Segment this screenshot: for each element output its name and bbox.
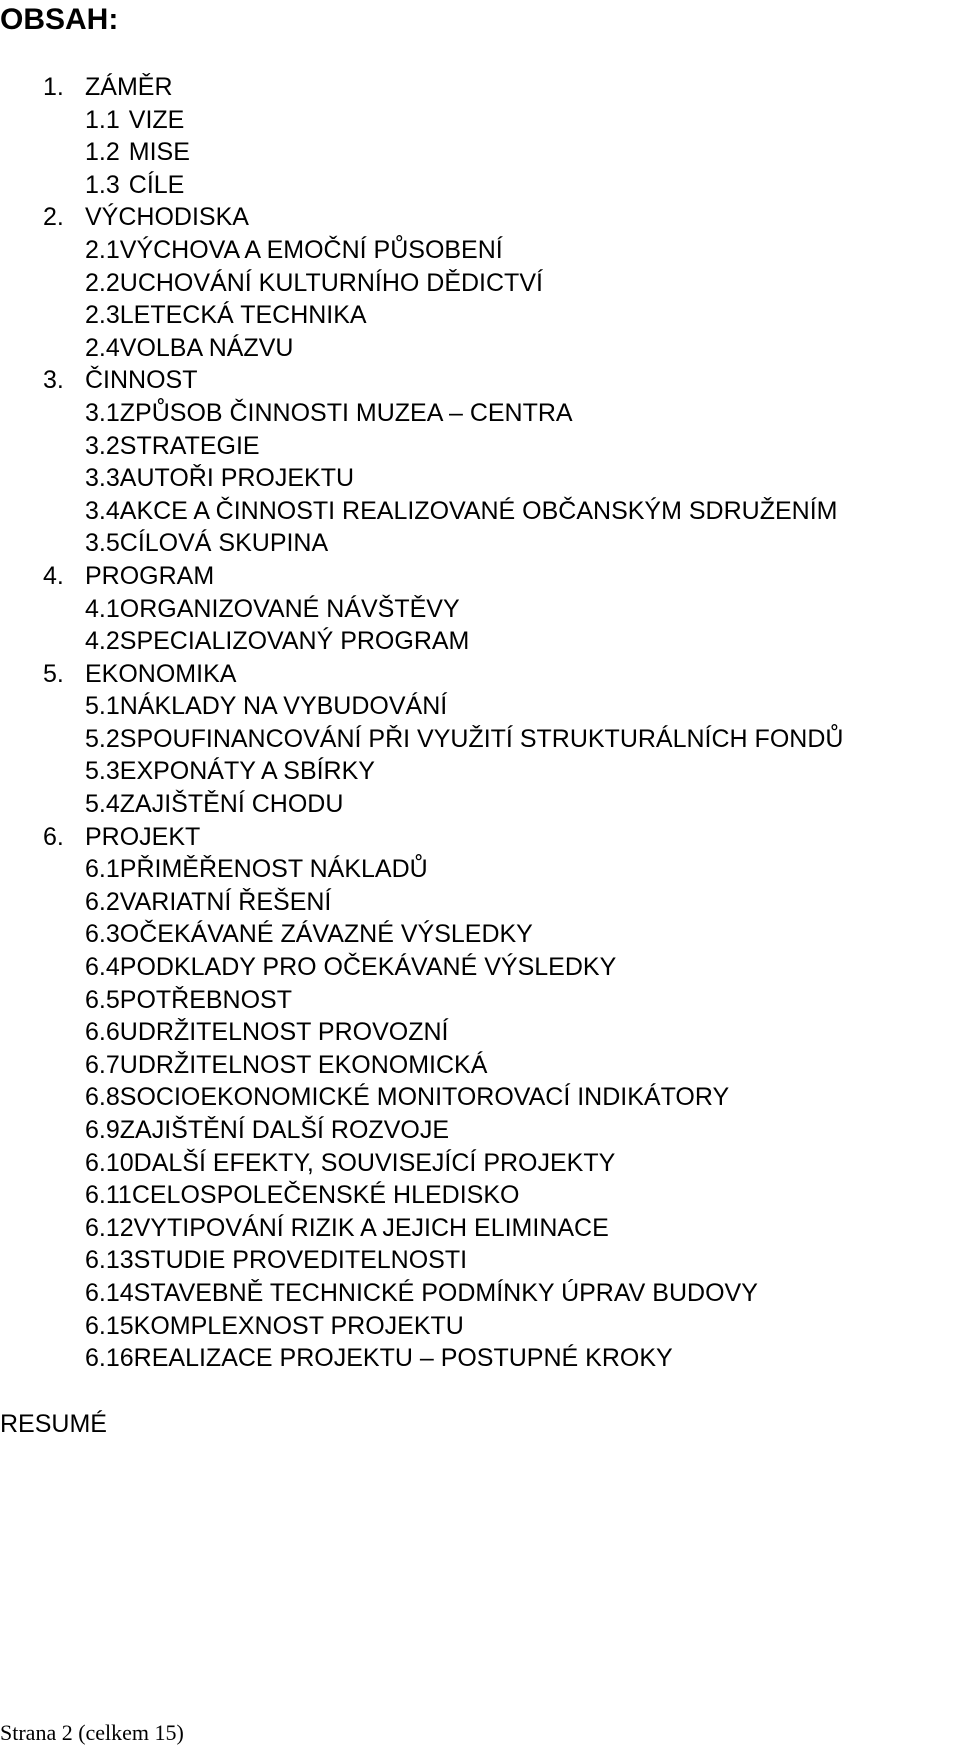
toc-number: 3.4	[85, 496, 120, 525]
toc-label: AUTOŘI PROJEKTU	[119, 464, 355, 493]
toc-number: 6.11	[85, 1181, 132, 1210]
toc-label: ORGANIZOVANÉ NÁVŠTĚVY	[119, 594, 460, 623]
toc-section	[0, 593, 960, 626]
toc-chapter	[0, 821, 960, 854]
toc-number: 5.2	[85, 724, 120, 753]
table-of-contents	[0, 71, 960, 1375]
toc-section	[0, 430, 960, 463]
toc-label: UDRŽITELNOST PROVOZNÍ	[119, 1018, 449, 1047]
toc-number: 2.1	[85, 235, 120, 264]
toc-number: 6.16	[85, 1344, 134, 1373]
toc-label: DALŠÍ EFEKTY, SOUVISEJÍCÍ PROJEKTY	[133, 1148, 616, 1177]
toc-number: 4.1	[85, 594, 120, 623]
toc-section	[0, 1016, 960, 1049]
toc-label: ZÁMĚR	[85, 73, 173, 101]
toc-label: UCHOVÁNÍ KULTURNÍHO DĚDICTVÍ	[119, 268, 543, 297]
toc-label: OČEKÁVANÉ ZÁVAZNÉ VÝSLEDKY	[119, 920, 533, 949]
toc-label: VIZE	[128, 105, 185, 134]
toc-section	[0, 169, 960, 202]
toc-number: 3.5	[85, 529, 120, 558]
toc-label: AKCE A ČINNOSTI REALIZOVANÉ OBČANSKÝM SDRUŽENÍM	[119, 496, 838, 525]
toc-number: 5.	[43, 659, 64, 688]
toc-section	[0, 1147, 960, 1180]
toc-label: ZAJIŠTĚNÍ DALŠÍ ROZVOJE	[119, 1116, 449, 1144]
toc-number: 6.9	[85, 1116, 120, 1144]
toc-label: PODKLADY PRO OČEKÁVANÉ VÝSLEDKY	[119, 953, 617, 982]
toc-label: VARIATNÍ ŘEŠENÍ	[119, 887, 332, 916]
toc-number: 2.2	[85, 268, 120, 297]
toc-number: 6.8	[85, 1083, 120, 1112]
toc-number: 2.	[43, 203, 64, 232]
toc-chapter	[0, 560, 960, 593]
resume-heading: RESUMÉ	[0, 1410, 107, 1438]
toc-section	[0, 723, 960, 756]
toc-number: 5.1	[85, 692, 120, 721]
toc-section	[0, 788, 960, 821]
toc-number: 3.	[43, 366, 64, 395]
toc-section	[0, 1342, 960, 1375]
toc-section	[0, 1244, 960, 1277]
toc-label: SPECIALIZOVANÝ PROGRAM	[119, 627, 470, 656]
toc-section	[0, 234, 960, 267]
toc-section	[0, 1081, 960, 1114]
page-footer: Strana 2 (celkem 15)	[0, 1720, 184, 1745]
toc-number: 2.3	[85, 301, 120, 330]
toc-label: VÝCHOVA A EMOČNÍ PŮSOBENÍ	[119, 235, 503, 264]
toc-label: POTŘEBNOST	[119, 985, 293, 1014]
toc-section	[0, 527, 960, 560]
toc-label: VOLBA NÁZVU	[119, 333, 294, 362]
toc-label: UDRŽITELNOST EKONOMICKÁ	[119, 1050, 488, 1079]
toc-label: PŘIMĚŘENOST NÁKLADŮ	[119, 855, 428, 884]
toc-label: VÝCHODISKA	[85, 203, 249, 232]
toc-number: 6.7	[85, 1050, 120, 1079]
toc-section	[0, 1114, 960, 1147]
toc-number: 6.5	[85, 985, 120, 1014]
toc-label: STAVEBNĚ TECHNICKÉ PODMÍNKY ÚPRAV BUDOVY	[133, 1278, 758, 1307]
toc-label: SPOUFINANCOVÁNÍ PŘI VYUŽITÍ STRUKTURÁLNÍCH FONDŮ	[119, 724, 844, 753]
toc-section	[0, 951, 960, 984]
toc-number: 1.2	[85, 138, 120, 167]
toc-section	[0, 984, 960, 1017]
toc-number: 4.	[43, 561, 64, 590]
toc-section	[0, 1212, 960, 1245]
toc-number: 5.3	[85, 757, 120, 786]
toc-section	[0, 625, 960, 658]
toc-label: PROJEKT	[85, 822, 201, 851]
toc-section	[0, 886, 960, 919]
toc-label: CÍLOVÁ SKUPINA	[119, 529, 329, 558]
toc-section	[0, 1310, 960, 1343]
toc-section	[0, 853, 960, 886]
toc-number: 6.14	[85, 1278, 134, 1307]
toc-number: 6.15	[85, 1311, 134, 1340]
toc-number: 6.13	[85, 1246, 134, 1275]
toc-label: NÁKLADY NA VYBUDOVÁNÍ	[119, 692, 448, 721]
toc-number: 1.	[43, 73, 64, 101]
toc-section	[0, 1049, 960, 1082]
toc-section	[0, 332, 960, 365]
toc-chapter	[0, 658, 960, 691]
toc-label: ČINNOST	[85, 366, 198, 395]
page-title: OBSAH:	[0, 3, 119, 36]
toc-section	[0, 462, 960, 495]
toc-chapter	[0, 201, 960, 234]
toc-number: 3.1	[85, 398, 120, 427]
toc-section	[0, 299, 960, 332]
toc-number: 5.4	[85, 790, 120, 819]
toc-section	[0, 136, 960, 169]
toc-label: KOMPLEXNOST PROJEKTU	[133, 1311, 464, 1340]
toc-section	[0, 918, 960, 951]
toc-label: REALIZACE PROJEKTU – POSTUPNÉ KROKY	[133, 1344, 673, 1373]
toc-section	[0, 1179, 960, 1212]
toc-label: CELOSPOLEČENSKÉ HLEDISKO	[131, 1181, 520, 1210]
toc-section	[0, 690, 960, 723]
toc-label: VYTIPOVÁNÍ RIZIK A JEJICH ELIMINACE	[133, 1213, 609, 1242]
toc-label: EKONOMIKA	[85, 659, 237, 688]
toc-label: ZAJIŠTĚNÍ CHODU	[119, 790, 344, 819]
toc-number: 6.10	[85, 1148, 134, 1177]
toc-label: EXPONÁTY A SBÍRKY	[119, 757, 375, 786]
toc-number: 4.2	[85, 627, 120, 656]
toc-section	[0, 397, 960, 430]
toc-section	[0, 267, 960, 300]
toc-section	[0, 104, 960, 137]
toc-label: PROGRAM	[85, 561, 215, 590]
toc-number: 1.1	[85, 105, 120, 134]
toc-number: 1.3	[85, 170, 120, 199]
toc-label: CÍLE	[128, 170, 185, 199]
toc-section	[0, 495, 960, 528]
toc-label: SOCIOEKONOMICKÉ MONITOROVACÍ INDIKÁTORY	[119, 1083, 730, 1112]
toc-label: STRATEGIE	[119, 431, 260, 460]
toc-number: 6.	[43, 822, 64, 851]
toc-number: 3.3	[85, 464, 120, 493]
toc-label: MISE	[128, 138, 190, 167]
toc-chapter	[0, 71, 960, 104]
toc-label: STUDIE PROVEDITELNOSTI	[133, 1246, 468, 1275]
toc-number: 3.2	[85, 431, 120, 460]
toc-number: 6.4	[85, 953, 120, 982]
toc-number: 6.12	[85, 1213, 134, 1242]
toc-number: 6.3	[85, 920, 120, 949]
toc-number: 6.6	[85, 1018, 120, 1047]
toc-number: 6.1	[85, 855, 120, 884]
toc-section	[0, 755, 960, 788]
toc-number: 6.2	[85, 887, 120, 916]
toc-label: ZPŮSOB ČINNOSTI MUZEA – CENTRA	[119, 398, 573, 427]
toc-number: 2.4	[85, 333, 120, 362]
toc-section	[0, 1277, 960, 1310]
toc-label: LETECKÁ TECHNIKA	[119, 301, 367, 330]
toc-chapter	[0, 364, 960, 397]
